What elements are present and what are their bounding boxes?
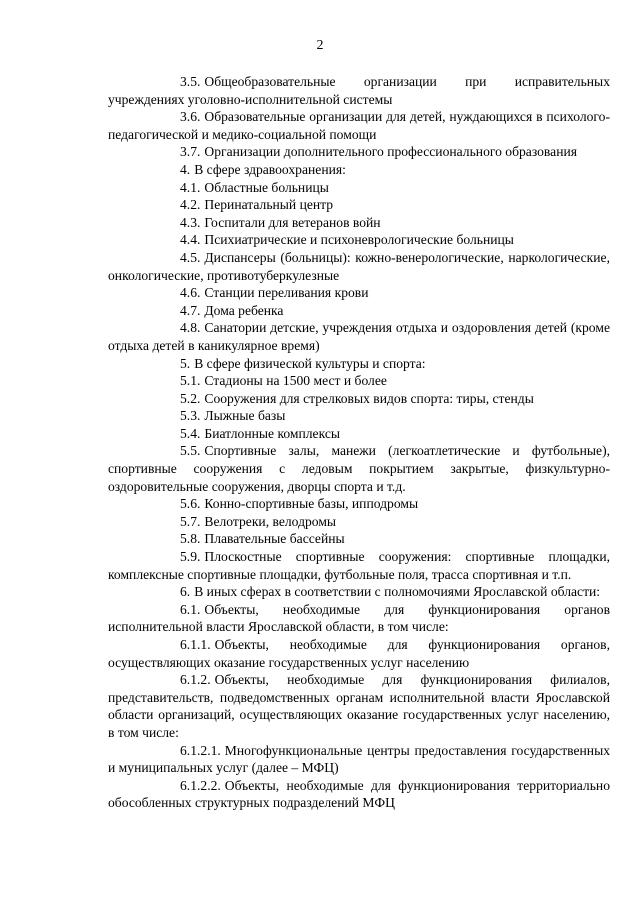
item-number: 5.3. xyxy=(180,408,201,424)
item-number: 3.5. xyxy=(180,74,201,89)
list-item xyxy=(108,355,610,373)
item-number: 4.1. xyxy=(180,179,201,195)
list-item xyxy=(108,319,610,354)
list-item xyxy=(108,73,610,108)
item-text: Сооружения для стрелковых видов спорта: тиры, стенды xyxy=(204,390,534,406)
item-text: Областные больницы xyxy=(204,179,329,195)
list-item xyxy=(108,284,610,302)
item-number: 4.8. xyxy=(180,320,201,336)
list-item xyxy=(108,636,610,671)
list-item xyxy=(108,425,610,443)
item-text: Санатории детские, учреждения отдыха и оздоровления детей (кроме отдыха детей в каникулярное время) xyxy=(108,320,610,353)
item-number: 5.5. xyxy=(180,443,201,459)
item-text: Многофункциональные центры предоставления государственных и муниципальных услуг (далее – МФЦ) xyxy=(108,742,610,776)
item-number: 3.7. xyxy=(180,144,201,160)
item-number: 5.6. xyxy=(180,496,201,512)
item-number: 4.5. xyxy=(180,249,201,265)
list-item xyxy=(108,530,610,548)
item-number: 5.2. xyxy=(180,390,201,406)
list-item xyxy=(108,407,610,425)
item-text: Психиатрические и психоневрологические больницы xyxy=(204,232,514,248)
item-text: Объекты, необходимые для функционирования органов исполнительной власти Ярославской области, в том числе: xyxy=(108,601,610,635)
list-item xyxy=(108,231,610,249)
list-item xyxy=(108,302,610,320)
list-item xyxy=(108,548,610,583)
item-number: 6.1.2. xyxy=(180,672,211,688)
item-text: Велотреки, велодромы xyxy=(204,513,337,529)
page-number: 2 xyxy=(316,38,324,53)
document-body xyxy=(108,73,610,812)
item-text: Дома ребенка xyxy=(204,302,284,318)
item-number: 4. xyxy=(180,161,191,177)
item-text: Образовательные организации для детей, нуждающихся в психолого-педагогической и медико-социальной помощи xyxy=(108,109,610,142)
item-number: 4.2. xyxy=(180,197,201,213)
item-text: В сфере здравоохранения: xyxy=(194,161,346,177)
list-item xyxy=(108,671,610,741)
list-item xyxy=(108,196,610,214)
list-item xyxy=(108,143,610,161)
item-text: Объекты, необходимые для функционирования территориально обособленных структурных подразделений МФЦ xyxy=(108,777,610,811)
list-item xyxy=(108,583,610,601)
item-text: Плоскостные спортивные сооружения: спортивные площадки, комплексные спортивные площадки, футбольные поля, трасса спортивная и т.п. xyxy=(108,549,610,582)
item-number: 5.8. xyxy=(180,531,201,547)
item-text: Объекты, необходимые для функционирования органов, осуществляющих оказание государственных услуг населению xyxy=(108,637,610,670)
list-item xyxy=(108,601,610,636)
item-text: Перинатальный центр xyxy=(204,197,334,213)
item-number: 6.1. xyxy=(180,601,201,617)
list-item xyxy=(108,513,610,531)
item-number: 5. xyxy=(180,355,191,371)
list-item xyxy=(108,108,610,143)
item-number: 3.6. xyxy=(180,109,201,125)
item-text: В сфере физической культуры и спорта: xyxy=(194,355,426,371)
item-number: 4.4. xyxy=(180,232,201,248)
item-number: 5.9. xyxy=(180,549,201,565)
list-item xyxy=(108,442,610,495)
item-number: 4.7. xyxy=(180,302,201,318)
item-text: Организации дополнительного профессионального образования xyxy=(204,144,577,160)
item-text: Станции переливания крови xyxy=(204,285,369,301)
list-item xyxy=(108,390,610,408)
item-text: Госпитали для ветеранов войн xyxy=(204,214,381,230)
item-number: 4.6. xyxy=(180,285,201,301)
item-number: 5.7. xyxy=(180,513,201,529)
item-text: Общеобразовательные организации при исправительных учреждениях уголовно-исполнительной системы xyxy=(108,74,610,107)
item-number: 4.3. xyxy=(180,214,201,230)
list-item xyxy=(108,249,610,284)
list-item xyxy=(108,161,610,179)
list-item xyxy=(108,372,610,390)
list-item xyxy=(108,495,610,513)
item-number: 6. xyxy=(180,584,191,600)
list-item xyxy=(108,214,610,232)
item-text: Диспансеры (больницы): кожно-венерологические, наркологические, онкологические, противотуберкулезные xyxy=(108,249,610,283)
list-item xyxy=(108,777,610,812)
item-text: Объекты, необходимые для функционирования филиалов, представительств, подведомственных органам исполнительной власти Ярославской области организаций, осуществляющих оказание государственных услуг населению, в том числе: xyxy=(108,672,610,740)
list-item xyxy=(108,179,610,197)
item-text: Стадионы на 1500 мест и более xyxy=(204,373,387,389)
item-number: 5.1. xyxy=(180,373,201,389)
item-text: Спортивные залы, манежи (легкоатлетические и футбольные), спортивные сооружения с ледовым покрытием закрытые, физкультурно-оздоровительные сооружения, дворцы спорта и т.д. xyxy=(108,443,610,494)
item-text: Лыжные базы xyxy=(204,408,286,424)
item-number: 6.1.1. xyxy=(180,637,211,652)
item-number: 6.1.2.2. xyxy=(180,777,221,793)
item-text: Плавательные бассейны xyxy=(204,531,345,547)
item-text: Биатлонные комплексы xyxy=(204,425,341,441)
list-item xyxy=(108,742,610,777)
item-text: Конно-спортивные базы, ипподромы xyxy=(204,496,419,512)
item-number: 6.1.2.1. xyxy=(180,742,221,758)
item-text: В иных сферах в соответствии с полномочиями Ярославской области: xyxy=(194,584,601,600)
item-number: 5.4. xyxy=(180,425,201,441)
